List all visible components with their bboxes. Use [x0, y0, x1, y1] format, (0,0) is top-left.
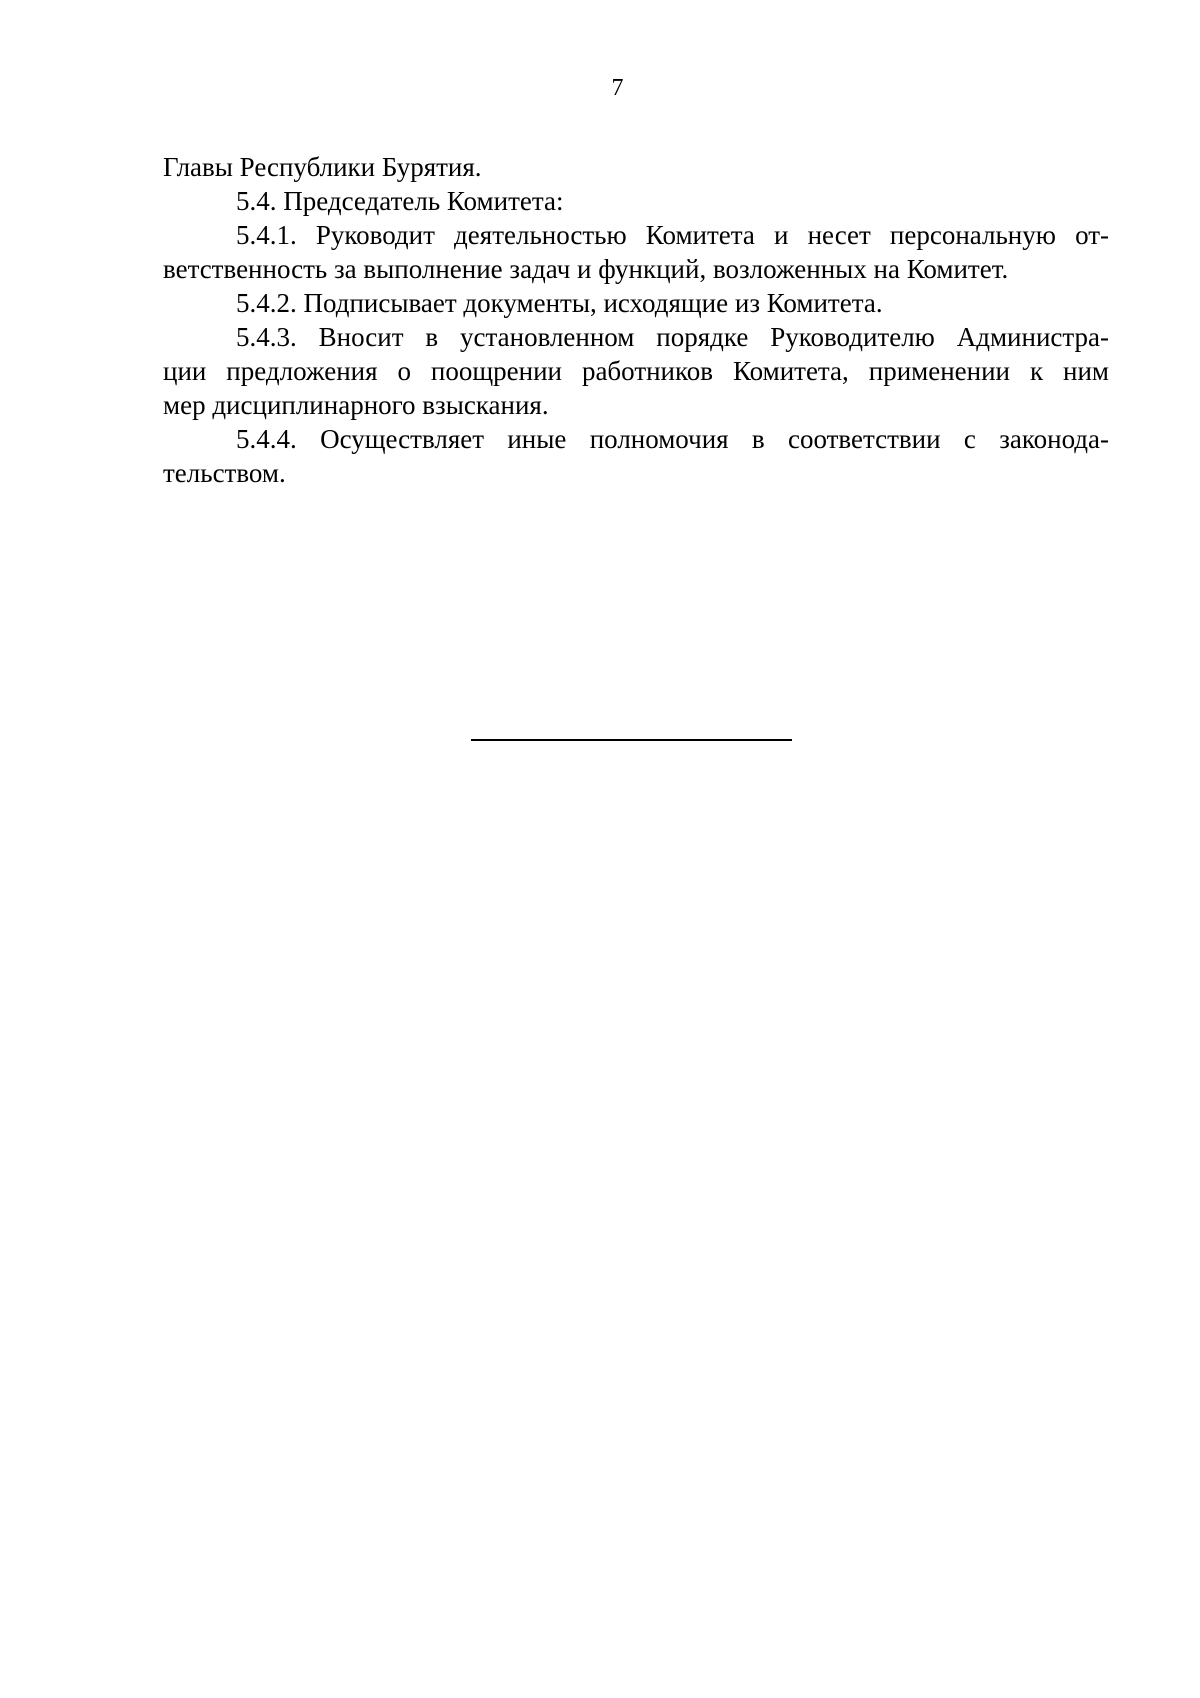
- clause-5-4-1-line-1: 5.4.1. Руководит деятельностью Комитета и несет персональную от-: [236, 220, 1109, 250]
- clause-5-4-2: 5.4.2. Подписывает документы, исходящие из Комитета.: [236, 288, 883, 318]
- clause-5-4-3-line-3: мер дисциплинарного взыскания.: [163, 390, 549, 420]
- text-line-continuation: Главы Республики Бурятия.: [163, 152, 482, 182]
- clause-5-4-3-line-1: 5.4.3. Вносит в установленном порядке Руководителю Администра-: [236, 322, 1109, 352]
- end-divider: [471, 739, 792, 741]
- clause-5-4-heading: 5.4. Председатель Комитета:: [236, 186, 564, 216]
- document-body: [163, 150, 1109, 490]
- clause-5-4-1-line-2: ветственность за выполнение задач и функций, возложенных на Комитет.: [163, 254, 1009, 284]
- clause-5-4-3-line-2: ции предложения о поощрении работников Комитета, применении к ним: [163, 356, 1109, 386]
- clause-5-4-4-line-2: тельством.: [163, 458, 286, 488]
- clause-5-4-4-line-1: 5.4.4. Осуществляет иные полномочия в соответствии с законода-: [236, 424, 1109, 454]
- page-number: 7: [611, 75, 624, 101]
